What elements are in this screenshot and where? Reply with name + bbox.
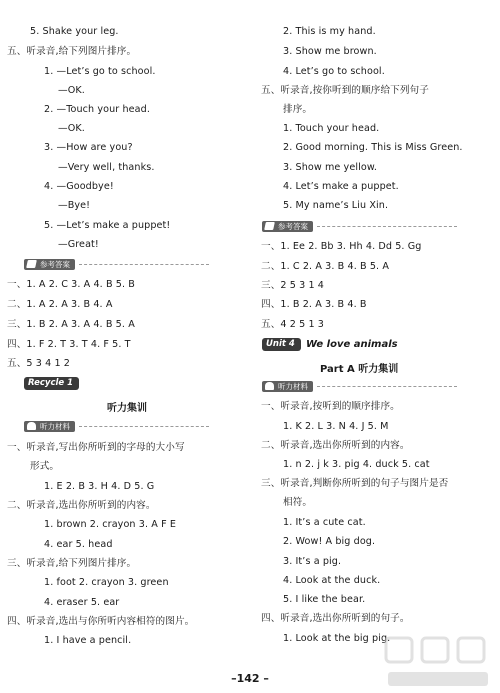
left-text-line: 5. Shake your leg. xyxy=(30,26,119,37)
left-text-line: 三、听录音,给下列图片排序。 xyxy=(7,558,137,569)
left-text-line: 4. —Goodbye! xyxy=(44,181,114,192)
unit-pill xyxy=(262,338,301,351)
left-text-line: 4. ear 5. head xyxy=(44,539,113,550)
right-text-line: 三、2 5 3 1 4 xyxy=(261,280,325,291)
right-text-line: 5. I like the bear. xyxy=(283,594,366,605)
listening-material-tag-left xyxy=(24,420,220,432)
right-text-line: 四、听录音,选出你所听到的句子。 xyxy=(261,613,410,624)
section-title-left: 听力集训 xyxy=(107,403,147,414)
right-text-line: 五、4 2 5 1 3 xyxy=(261,319,325,330)
left-text-line: 1. —Let’s go to school. xyxy=(44,66,156,77)
right-text-line: 4. Look at the duck. xyxy=(283,575,381,586)
left-text-line: 2. —Touch your head. xyxy=(44,104,151,115)
right-text-line: 1. Touch your head. xyxy=(283,123,380,134)
listening-material-label: 听力材料 xyxy=(40,421,70,431)
right-text-line: 1. n 2. j k 3. pig 4. duck 5. cat xyxy=(283,459,430,470)
dotted-divider xyxy=(79,426,209,427)
left-text-line: —Bye! xyxy=(58,200,91,211)
headphones-icon xyxy=(265,382,274,390)
dotted-divider xyxy=(79,264,209,265)
pencil-icon xyxy=(264,222,275,230)
left-text-line: 1. E 2. B 3. H 4. D 5. G xyxy=(44,481,155,492)
right-text-line: 1. Look at the big pig. xyxy=(283,633,391,644)
headphones-icon xyxy=(27,422,36,430)
left-text-line: 五、听录音,给下列图片排序。 xyxy=(7,46,137,57)
right-text-line: 5. My name’s Liu Xin. xyxy=(283,200,389,211)
watermark-logo xyxy=(378,630,500,693)
right-text-line: 2. Wow! A big dog. xyxy=(283,536,376,547)
left-text-line: 5. —Let’s make a puppet! xyxy=(44,220,171,231)
right-text-line: 一、1. Ee 2. Bb 3. Hh 4. Dd 5. Gg xyxy=(261,241,422,252)
left-text-line: 三、1. B 2. A 3. A 4. B 5. A xyxy=(7,319,135,330)
right-text-line: 3. Show me yellow. xyxy=(283,162,378,173)
right-text-line: 1. K 2. L 3. N 4. J 5. M xyxy=(283,421,389,432)
right-text-line: 排序。 xyxy=(283,104,313,115)
left-text-line: 形式。 xyxy=(30,461,60,472)
answer-key-tag-left xyxy=(24,258,220,270)
answer-key-label: 参考答案 xyxy=(278,221,308,231)
recycle-pill xyxy=(24,377,79,390)
left-text-line: 1. I have a pencil. xyxy=(44,635,132,646)
answer-key-tag-right xyxy=(262,220,472,232)
right-text-line: 五、听录音,按你听到的顺序给下列句子 xyxy=(261,85,429,96)
right-text-line: 3. It’s a pig. xyxy=(283,556,342,567)
answer-key-label: 参考答案 xyxy=(40,259,70,269)
right-text-line: 二、听录音,选出你所听到的内容。 xyxy=(261,440,410,451)
right-text-line: 三、听录音,判断你所听到的句子与图片是否 xyxy=(261,478,449,489)
right-text-line: 1. It’s a cute cat. xyxy=(283,517,366,528)
listening-material-label: 听力材料 xyxy=(278,381,308,391)
right-text-line: 相符。 xyxy=(283,497,313,508)
left-text-line: —Very well, thanks. xyxy=(58,162,155,173)
listening-material-tag-right xyxy=(262,380,472,392)
left-text-line: 1. foot 2. crayon 3. green xyxy=(44,577,169,588)
pencil-icon xyxy=(26,260,37,268)
left-text-line: 四、听录音,选出与你所听内容相符的图片。 xyxy=(7,616,195,627)
right-text-line: 4. Let’s make a puppet. xyxy=(283,181,399,192)
right-text-line: 一、听录音,按听到的顺序排序。 xyxy=(261,401,400,412)
left-text-line: —OK. xyxy=(58,85,85,96)
dotted-divider xyxy=(317,226,457,227)
left-text-line: 一、1. A 2. C 3. A 4. B 5. B xyxy=(7,279,135,290)
recycle-label: Recycle 1 xyxy=(28,378,74,388)
left-text-line: —Great! xyxy=(58,239,99,250)
dotted-divider xyxy=(317,386,457,387)
unit-title: We love animals xyxy=(306,339,398,350)
left-text-line: 五、5 3 4 1 2 xyxy=(7,358,71,369)
left-text-line: 1. brown 2. crayon 3. A F E xyxy=(44,519,176,530)
left-text-line: 四、1. F 2. T 3. T 4. F 5. T xyxy=(7,339,131,350)
right-text-line: 3. Show me brown. xyxy=(283,46,377,57)
page-number: –142 – xyxy=(231,672,269,685)
left-text-line: 一、听录音,写出你所听到的字母的大小写 xyxy=(7,442,185,453)
right-text-line: 四、1. B 2. A 3. B 4. B xyxy=(261,299,367,310)
right-text-line: 4. Let’s go to school. xyxy=(283,66,385,77)
left-text-line: 二、1. A 2. A 3. B 4. A xyxy=(7,299,113,310)
part-title: Part A 听力集训 xyxy=(320,364,399,375)
left-text-line: 3. —How are you? xyxy=(44,142,133,153)
unit-label: Unit 4 xyxy=(266,339,295,349)
right-text-line: 2. This is my hand. xyxy=(283,26,376,37)
left-text-line: 4. eraser 5. ear xyxy=(44,597,120,608)
right-text-line: 2. Good morning. This is Miss Green. xyxy=(283,142,463,153)
right-text-line: 二、1. C 2. A 3. B 4. B 5. A xyxy=(261,261,389,272)
left-text-line: 二、听录音,选出你所听到的内容。 xyxy=(7,500,156,511)
left-text-line: —OK. xyxy=(58,123,85,134)
